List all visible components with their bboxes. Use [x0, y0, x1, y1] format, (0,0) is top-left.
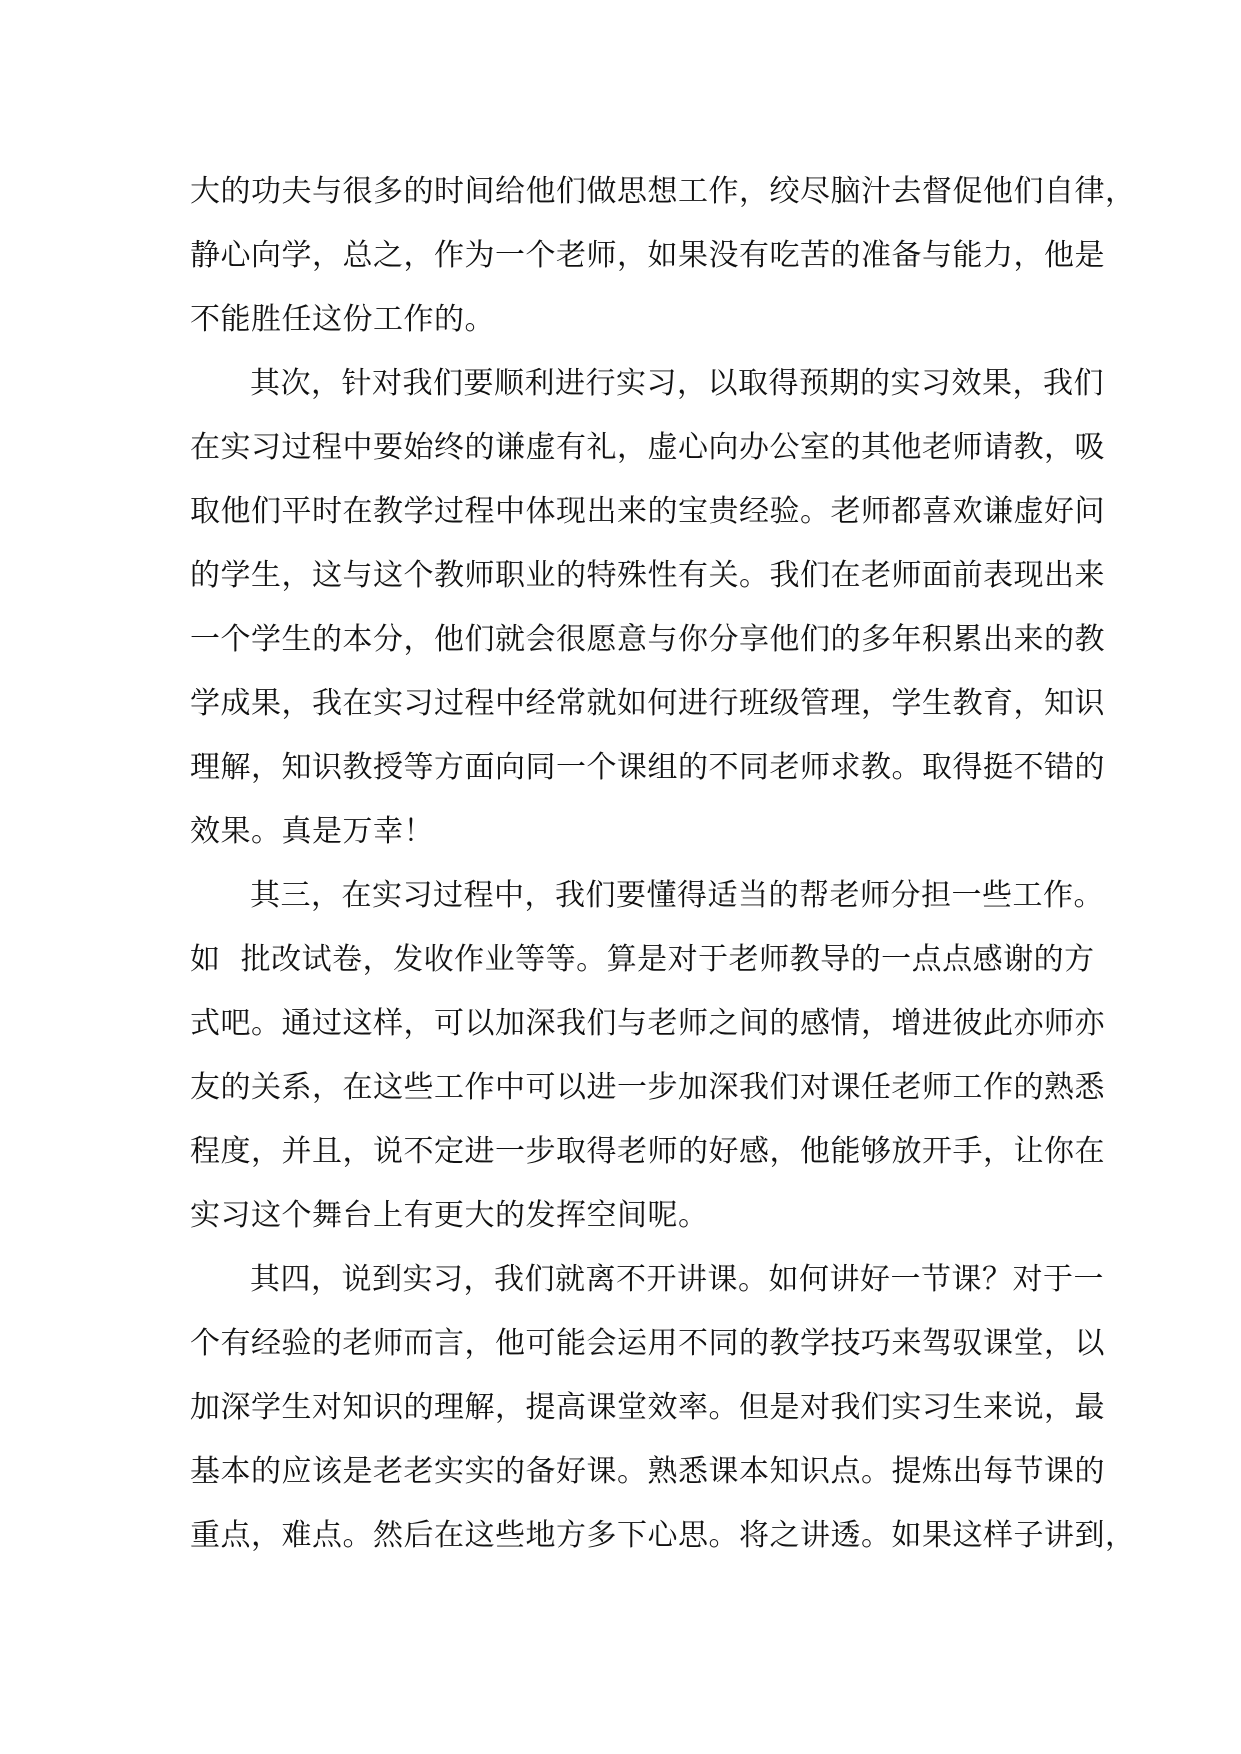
- paragraph-start-line: 其三，在实习过程中，我们要懂得适当的帮老师分担一些工作。: [250, 878, 1104, 913]
- body-text: [190, 160, 1136, 1568]
- paragraph-start-line: 其四，说到实习，我们就离不开讲课。如何讲好一节课？对于一: [250, 1262, 1104, 1297]
- text-line: 基本的应该是老老实实的备好课。熟悉课本知识点。提炼出每节课的: [190, 1454, 1105, 1489]
- text-line: 加深学生对知识的理解，提高课堂效率。但是对我们实习生来说，最: [190, 1390, 1105, 1425]
- text-line: 静心向学，总之，作为一个老师，如果没有吃苦的准备与能力，他是: [190, 238, 1105, 273]
- text-line: 一个学生的本分，他们就会很愿意与你分享他们的多年积累出来的教: [190, 622, 1105, 657]
- text-line: 友的关系，在这些工作中可以进一步加深我们对课任老师工作的熟悉: [190, 1070, 1105, 1105]
- text-line: 大的功夫与很多的时间给他们做思想工作，绞尽脑汁去督促他们自律，: [190, 174, 1136, 209]
- text-line: 式吧。通过这样，可以加深我们与老师之间的感情，增进彼此亦师亦: [190, 1006, 1105, 1041]
- text-line: 学成果，我在实习过程中经常就如何进行班级管理，学生教育，知识: [190, 686, 1105, 721]
- text-line: 的学生，这与这个教师职业的特殊性有关。我们在老师面前表现出来: [190, 558, 1105, 593]
- text-line: 实习这个舞台上有更大的发挥空间呢。: [190, 1198, 709, 1233]
- text-line: 个有经验的老师而言，他可能会运用不同的教学技巧来驾驭课堂，以: [190, 1326, 1105, 1361]
- text-line: 理解，知识教授等方面向同一个课组的不同老师求教。取得挺不错的: [190, 750, 1105, 785]
- text-line: 重点，难点。然后在这些地方多下心思。将之讲透。如果这样子讲到，: [190, 1518, 1136, 1553]
- text-line: 程度，并且，说不定进一步取得老师的好感，他能够放开手，让你在: [190, 1134, 1105, 1169]
- text-line: 不能胜任这份工作的。: [190, 302, 495, 337]
- paragraph-start-line: 其次，针对我们要顺利进行实习，以取得预期的实习效果，我们: [250, 366, 1104, 401]
- text-line: 如 批改试卷，发收作业等等。算是对于老师教导的一点点感谢的方: [190, 942, 1095, 977]
- text-line: 效果。真是万幸！: [190, 814, 434, 849]
- text-line: 取他们平时在教学过程中体现出来的宝贵经验。老师都喜欢谦虚好问: [190, 494, 1105, 529]
- text-line: 在实习过程中要始终的谦虚有礼，虚心向办公室的其他老师请教，吸: [190, 430, 1105, 465]
